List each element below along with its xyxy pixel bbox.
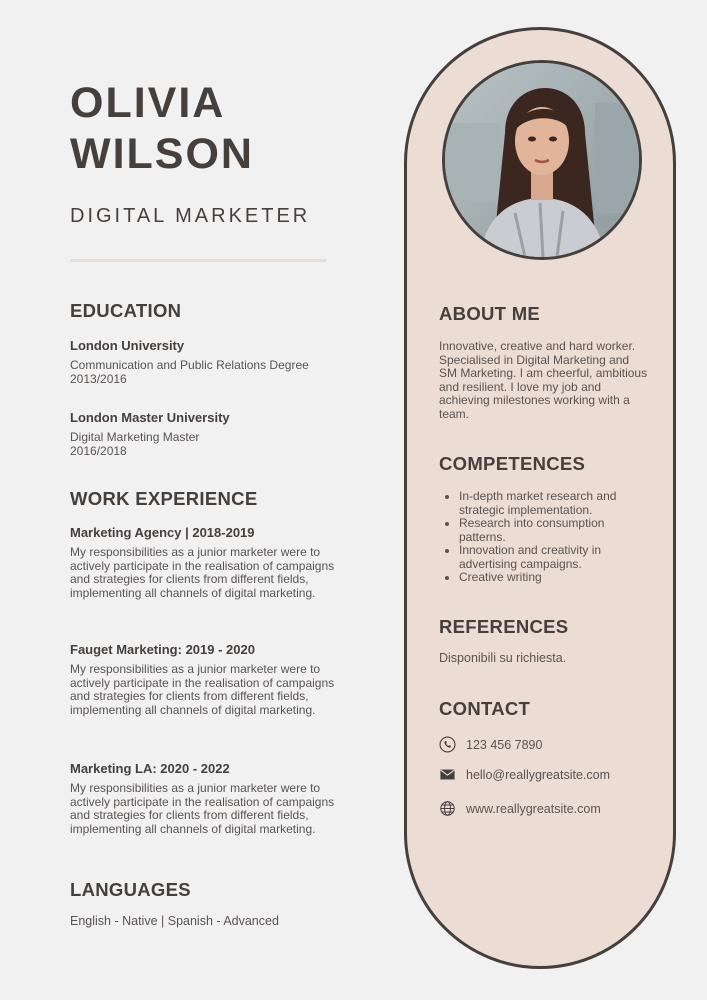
work-item [70,642,355,717]
email-address[interactable]: hello@reallygreatsite.com [466,767,611,782]
education-school: London University [70,338,185,353]
education-years: 2013/2016 [70,371,127,386]
work-title: Marketing LA: 2020 - 2022 [70,761,230,776]
candidate-name: OLIVIA WILSON [70,79,254,178]
languages-heading: LANGUAGES [70,879,191,900]
work-description: My responsibilities as a junior marketer were to actively participate in the realisation of campaigns and strategies for clients from different fields, implementing all channels of digital marketing. [70,662,335,717]
competence-item: • In-depth market research and strategic implementation. [459,490,649,517]
contact-heading: CONTACT [439,698,531,719]
job-title: DIGITAL MARKETER [70,205,311,227]
profile-photo [442,60,642,260]
about-heading: ABOUT ME [439,303,541,324]
phone-icon [439,736,456,753]
website-url[interactable]: www.reallygreatsite.com [466,801,601,816]
references-heading: REFERENCES [439,616,569,637]
competences-list [439,490,649,585]
work-description: My responsibilities as a junior marketer were to actively participate in the realisation of campaigns and strategies for clients from different fields, implementing all channels of digital marketing. [70,545,335,600]
header-divider [70,259,326,262]
education-item [70,338,360,386]
work-description: My responsibilities as a junior marketer were to actively participate in the realisation of campaigns and strategies for clients from different fields, implementing all channels of digital marketing. [70,781,335,836]
about-text: Innovative, creative and hard worker. Specialised in Digital Marketing and SM Marketing. I am cheerful, ambitious and resilient. I love my job and achieving milestones working with a team. [439,339,648,421]
references-text: Disponibili su richiesta. [439,651,567,665]
competence-item: • Creative writing [459,571,649,585]
contact-website [439,800,601,817]
education-school: London Master University [70,410,230,425]
work-title: Marketing Agency | 2018-2019 [70,525,255,540]
work-item [70,761,355,836]
contact-phone [439,736,542,753]
education-heading: EDUCATION [70,300,182,321]
work-heading: WORK EXPERIENCE [70,488,258,509]
work-title: Fauget Marketing: 2019 - 2020 [70,642,255,657]
competences-heading: COMPETENCES [439,453,586,474]
portrait-illustration [445,63,639,257]
work-item [70,525,355,600]
education-years: 2016/2018 [70,443,127,458]
competence-item: • Innovation and creativity in advertising campaigns. [459,544,649,571]
phone-number: 123 456 7890 [466,737,543,752]
education-item [70,410,360,458]
education-detail: Communication and Public Relations Degree [70,358,309,372]
mail-icon [439,766,456,783]
languages-text: English - Native | Spanish - Advanced [70,914,279,928]
competence-item: • Research into consumption patterns. [459,517,649,544]
contact-email [439,766,610,783]
education-detail: Digital Marketing Master [70,430,200,444]
globe-icon [439,800,456,817]
